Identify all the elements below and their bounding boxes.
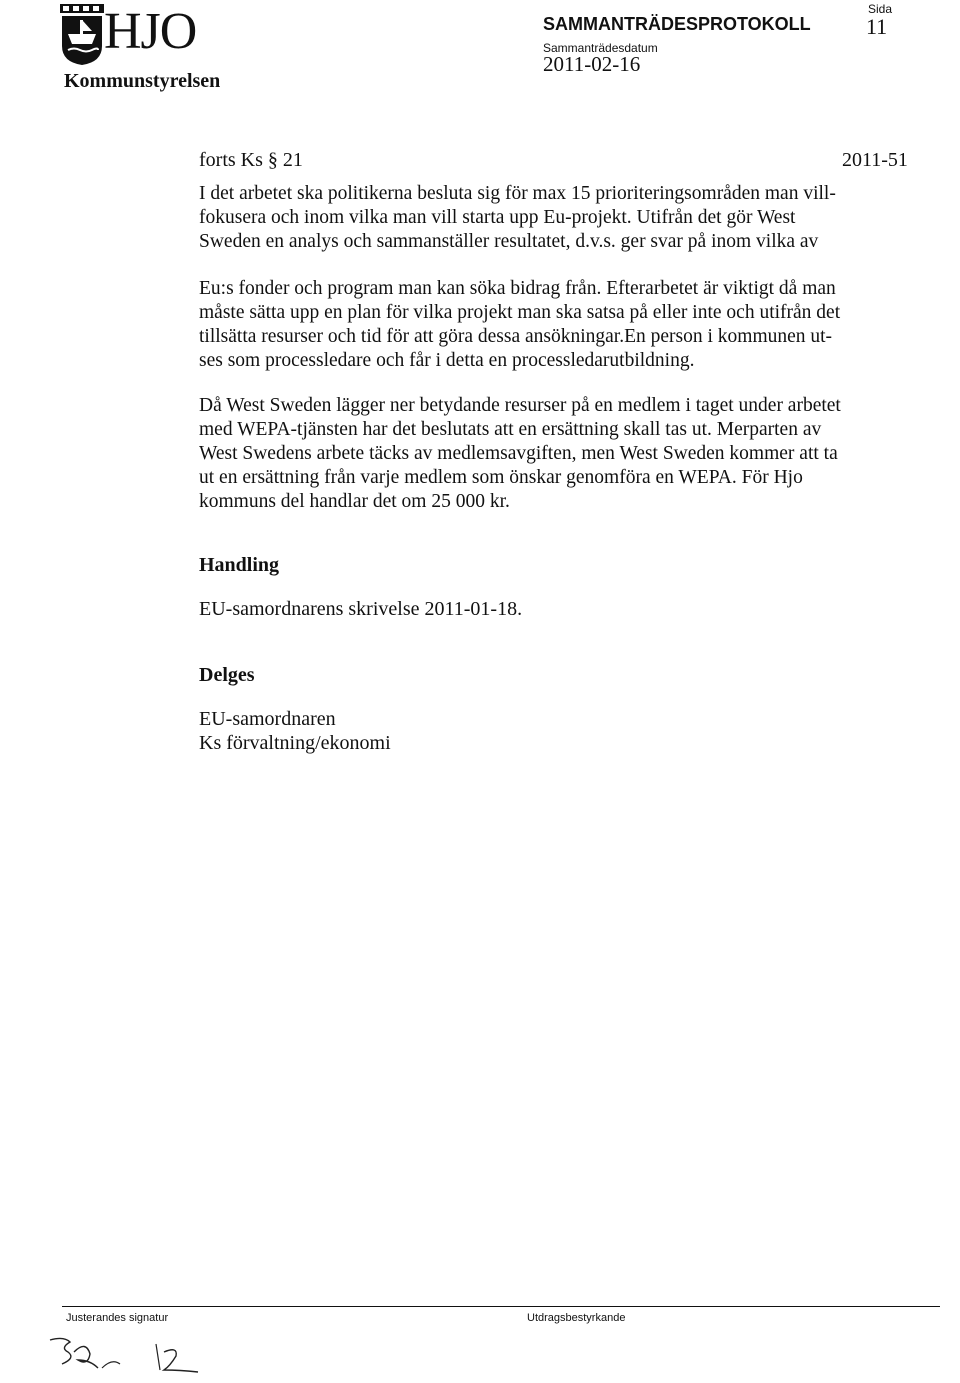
delges-recipient-2: Ks förvaltning/ekonomi	[199, 732, 391, 754]
delges-heading: Delges	[199, 664, 255, 686]
text-line: I det arbetet ska politikerna besluta sig för max 15 prioriteringsområden man vill-	[199, 183, 836, 204]
page-number: 11	[866, 14, 888, 39]
certification-label: Utdragsbestyrkande	[527, 1312, 626, 1324]
section-reference: 2011-51	[842, 149, 908, 171]
text-line: Då West Sweden lägger ner betydande resurser på en medlem i taget under arbetet	[199, 395, 841, 416]
handling-text: EU-samordnarens skrivelse 2011-01-18.	[199, 598, 523, 620]
text-line: ses som processledare och får i detta en processledarutbildning.	[199, 350, 695, 371]
text-line: måste sätta upp en plan för vilka projekt man ska satsa på eller inte och utifrån det	[199, 302, 841, 323]
signature-label: Justerandes signatur	[66, 1312, 169, 1324]
text-line: fokusera och inom vilka man vill starta upp Eu-projekt. Utifrån det gör West	[199, 207, 796, 228]
delges-recipient-1: EU-samordnaren	[199, 708, 336, 730]
text-line: Sweden en analys och sammanställer resultatet, d.v.s. ger svar på inom vilka av	[199, 231, 819, 252]
municipality-logo-text: HJO	[104, 3, 197, 60]
text-line: med WEPA-tjänsten har det beslutats att en ersättning skall tas ut. Merparten av	[199, 419, 822, 440]
protocol-title: SAMMANTRÄDESPROTOKOLL	[543, 14, 811, 34]
text-line: West Swedens arbete täcks av medlemsavgiften, men West Sweden kommer att ta	[199, 443, 838, 464]
body-paragraph-3	[199, 394, 899, 514]
handling-heading: Handling	[199, 554, 280, 576]
text-line: Eu:s fonder och program man kan söka bidrag från. Efterarbetet är viktigt då man	[199, 278, 836, 299]
organization-name: Kommunstyrelsen	[64, 70, 221, 92]
footer-divider	[62, 1306, 940, 1307]
body-paragraph-1	[199, 182, 899, 254]
page-label: Sida	[868, 2, 893, 16]
meeting-date: 2011-02-16	[543, 52, 641, 76]
body-paragraph-2	[199, 277, 899, 373]
text-line: kommuns del handlar det om 25 000 kr.	[199, 491, 510, 512]
text-line: tillsätta resurser och tid för att göra dessa ansökningar.En person i kommunen ut-	[199, 326, 833, 347]
handwritten-initials-signature	[30, 1330, 250, 1383]
section-title: forts Ks § 21	[199, 149, 303, 171]
text-line: ut en ersättning från varje medlem som önskar genomföra en WEPA. För Hjo	[199, 467, 803, 488]
municipal-coat-of-arms-icon	[60, 4, 104, 71]
meeting-date-label: Sammanträdesdatum	[543, 41, 658, 55]
